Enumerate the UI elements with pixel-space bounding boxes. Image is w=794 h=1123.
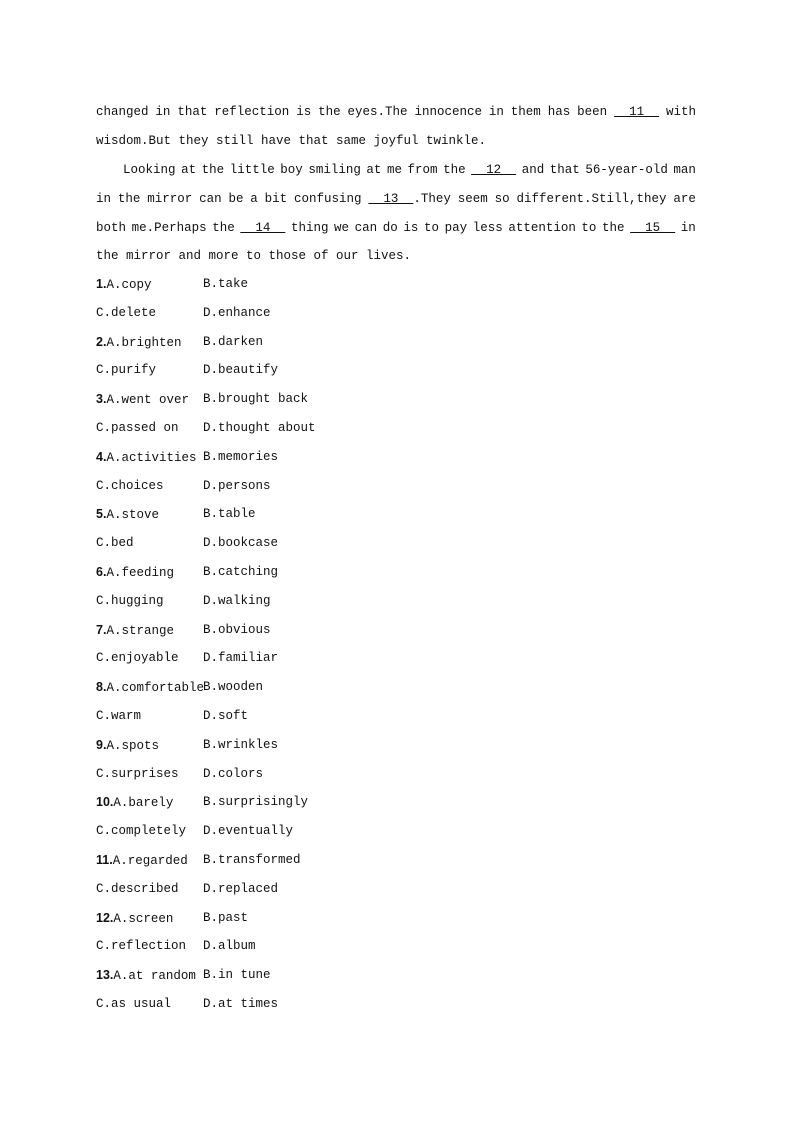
passage-word: confusing — [294, 191, 362, 206]
passage-word: the — [117, 191, 141, 206]
option-b[interactable]: B.table — [203, 507, 256, 522]
option-a-text: A.spots — [106, 738, 159, 753]
option-a-text: A.at random — [113, 969, 196, 984]
option-a-text: A.brighten — [106, 335, 182, 350]
passage-word: we — [334, 220, 350, 235]
passage-word: thing — [290, 220, 329, 235]
option-b[interactable]: B.past — [203, 910, 249, 925]
option-d[interactable]: D.at times — [203, 996, 279, 1011]
passage-word: at — [366, 162, 382, 177]
passage-word: the — [212, 220, 235, 235]
option-a[interactable] — [96, 272, 151, 297]
option-a-text: A.barely — [113, 796, 174, 811]
passage-word: can — [199, 191, 222, 206]
question-row — [96, 762, 696, 791]
question-row — [96, 963, 696, 992]
question-number: 5. — [96, 507, 107, 522]
option-d[interactable]: D.soft — [203, 708, 249, 723]
option-a[interactable] — [96, 502, 159, 527]
option-c[interactable]: C.enjoyable — [96, 651, 179, 666]
option-a-text: A.went over — [106, 393, 189, 408]
passage-line-4 — [96, 187, 696, 216]
question-row — [96, 992, 696, 1021]
passage-word: the — [318, 105, 341, 119]
question-row — [96, 589, 696, 618]
option-d[interactable]: D.thought about — [203, 420, 316, 435]
question-row — [96, 387, 696, 416]
question-row — [96, 301, 696, 330]
passage-word: from — [407, 162, 438, 177]
option-a-text: A.stove — [106, 508, 159, 523]
passage-word: them — [510, 105, 541, 119]
passage-word: attention — [508, 220, 576, 235]
passage-word: to — [423, 220, 439, 235]
answer-blank: 12 — [471, 162, 517, 177]
option-a[interactable] — [96, 963, 196, 988]
question-row — [96, 848, 696, 877]
passage-word: Looking — [123, 162, 176, 177]
passage-word: different.Still,they — [516, 191, 667, 206]
question-row — [96, 502, 696, 531]
answer-blank: 14 — [240, 220, 286, 235]
passage-word: is — [296, 105, 312, 119]
passage-word: the — [201, 162, 225, 177]
option-a[interactable] — [96, 387, 189, 412]
passage-line-2: wisdom.But they still have that same joyful twinkle. — [96, 133, 487, 148]
question-number: 2. — [96, 334, 107, 349]
question-number: 9. — [96, 737, 107, 752]
option-c[interactable]: C.passed on — [96, 420, 179, 435]
option-d[interactable]: D.familiar — [203, 651, 279, 666]
passage-word: changed — [96, 105, 149, 119]
option-b[interactable]: B.surprisingly — [203, 795, 309, 810]
question-row — [96, 646, 696, 675]
question-row — [96, 330, 696, 359]
passage-word: so — [494, 191, 510, 206]
option-a-text: A.feeding — [106, 565, 174, 580]
question-list — [96, 272, 696, 1021]
option-a[interactable] — [96, 790, 173, 815]
option-a-text: A.comfortable — [106, 681, 204, 696]
passage-word: both — [96, 220, 127, 235]
passage-word: me — [386, 162, 402, 177]
question-number: 8. — [96, 680, 107, 695]
passage-word: less — [472, 220, 503, 235]
question-row — [96, 560, 696, 589]
question-number: 13. — [96, 968, 114, 983]
option-d[interactable]: D.replaced — [203, 881, 279, 896]
question-row — [96, 819, 696, 848]
passage-word: be — [228, 191, 244, 206]
option-c[interactable]: C.described — [96, 881, 179, 896]
question-row — [96, 934, 696, 963]
option-b[interactable]: B.transformed — [203, 852, 301, 867]
question-row — [96, 733, 696, 762]
passage-word: in — [96, 191, 112, 206]
passage-word: seem — [457, 191, 488, 206]
option-c[interactable]: C.as usual — [96, 996, 172, 1011]
option-c[interactable]: C.surprises — [96, 766, 179, 781]
passage-word: smiling — [308, 162, 361, 177]
question-row — [96, 704, 696, 733]
question-row — [96, 474, 696, 503]
question-number: 3. — [96, 392, 107, 407]
answer-blank: 11 — [614, 105, 660, 119]
option-b[interactable]: B.memories — [203, 449, 279, 464]
passage-word: that — [549, 162, 580, 177]
option-b[interactable]: B.obvious — [203, 622, 271, 637]
passage-word: 56-year-old — [585, 162, 668, 177]
question-number: 7. — [96, 622, 107, 637]
option-a[interactable] — [96, 618, 174, 643]
passage-word: in — [488, 105, 504, 119]
passage-word: at — [181, 162, 197, 177]
passage-word: boy — [280, 162, 303, 177]
option-c[interactable]: C.purify — [96, 363, 157, 378]
question-row — [96, 877, 696, 906]
question-row — [96, 675, 696, 704]
passage-word: a — [250, 191, 258, 206]
passage-line-1 — [96, 100, 696, 129]
option-c[interactable]: C.reflection — [96, 939, 187, 954]
option-a-text: A.regarded — [112, 853, 188, 868]
option-c[interactable]: C.delete — [96, 305, 157, 320]
passage-word: do — [382, 220, 398, 235]
question-row — [96, 906, 696, 935]
option-a-text: A.screen — [113, 911, 174, 926]
option-b[interactable]: B.take — [203, 277, 249, 291]
option-c[interactable]: C.bed — [96, 536, 134, 551]
question-row — [96, 272, 696, 301]
option-b[interactable]: B.wrinkles — [203, 737, 279, 752]
option-a-text: A.strange — [106, 623, 174, 638]
option-c[interactable]: C.hugging — [96, 593, 164, 608]
option-b[interactable]: B.wooden — [203, 680, 264, 695]
question-row — [96, 416, 696, 445]
question-number: 6. — [96, 564, 107, 579]
passage-word: to — [581, 220, 597, 235]
passage-word: pay — [444, 220, 468, 235]
option-a[interactable] — [96, 445, 196, 470]
question-row — [96, 790, 696, 819]
option-c[interactable]: C.warm — [96, 708, 142, 723]
option-a[interactable] — [96, 675, 204, 700]
option-b[interactable]: B.darken — [203, 334, 264, 349]
passage-word: little — [229, 162, 275, 177]
passage-word: reflection — [214, 105, 290, 119]
passage-word: me.Perhaps — [131, 220, 207, 235]
option-b[interactable]: B.in tune — [203, 968, 271, 983]
passage-word: and — [521, 162, 545, 177]
option-c[interactable]: C.choices — [96, 478, 164, 493]
question-row — [96, 618, 696, 647]
option-a[interactable] — [96, 906, 173, 931]
question-number: 11. — [96, 852, 113, 867]
option-d[interactable]: D.enhance — [203, 305, 271, 320]
option-a[interactable] — [96, 733, 159, 758]
answer-blank: 15 — [630, 220, 676, 235]
passage-word: bit — [264, 191, 288, 206]
option-d[interactable]: D.beautify — [203, 363, 279, 378]
passage-line-3 — [96, 158, 696, 187]
passage-word: are — [673, 191, 696, 206]
passage-word: eyes.The — [347, 105, 408, 119]
answer-blank: 13 — [368, 191, 414, 206]
passage-word: in — [155, 105, 171, 119]
option-b[interactable]: B.brought back — [203, 392, 309, 407]
option-d[interactable]: D.eventually — [203, 824, 294, 839]
passage-line-6: the mirror and more to those of our lives. — [96, 249, 412, 264]
passage-line-5 — [96, 216, 696, 245]
passage-word: mirror — [147, 191, 193, 206]
passage-word: can — [354, 220, 378, 235]
option-d[interactable]: D.album — [203, 939, 256, 954]
option-b[interactable]: B.catching — [203, 564, 279, 579]
question-number: 10. — [96, 795, 114, 810]
question-row — [96, 531, 696, 560]
option-a[interactable] — [96, 330, 181, 355]
passage-word: that — [177, 105, 208, 119]
passage-word: innocence — [414, 105, 482, 119]
question-number: 1. — [96, 277, 107, 291]
option-a[interactable] — [96, 848, 188, 873]
passage-word: in — [680, 220, 696, 235]
passage-word — [368, 187, 451, 216]
question-number: 4. — [96, 449, 107, 464]
option-d[interactable]: D.walking — [203, 593, 271, 608]
passage — [96, 100, 696, 273]
question-row — [96, 358, 696, 387]
passage-word: is — [403, 220, 419, 235]
passage-word: with — [665, 105, 696, 119]
option-c[interactable]: C.completely — [96, 824, 187, 839]
question-row — [96, 445, 696, 474]
option-d[interactable]: D.bookcase — [203, 536, 279, 551]
passage-word: has — [547, 105, 571, 119]
passage-word: man — [673, 162, 696, 177]
passage-word: been — [577, 105, 608, 119]
question-number: 12. — [96, 910, 114, 925]
option-a-text: A.copy — [106, 278, 152, 292]
option-a[interactable] — [96, 560, 174, 585]
option-d[interactable]: D.colors — [203, 766, 264, 781]
passage-word: the — [602, 220, 625, 235]
passage-word: the — [443, 162, 466, 177]
option-d[interactable]: D.persons — [203, 478, 271, 493]
option-a-text: A.activities — [106, 450, 197, 465]
passage-word: .They — [413, 191, 451, 206]
